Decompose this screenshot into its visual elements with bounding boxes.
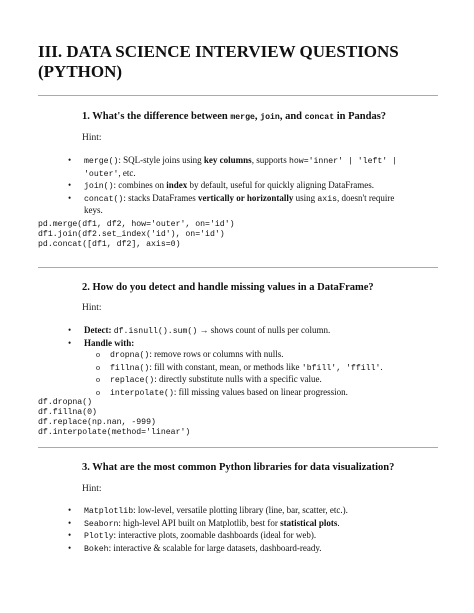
question-1-bullets (62, 155, 432, 217)
list-item: • join(): combines on index by default, useful for quickly aligning DataFrames. (68, 180, 374, 191)
question-3-title: 3. What are the most common Python libraries for data visualization? (82, 462, 395, 473)
bullet-disc-icon: • (68, 180, 72, 190)
question-1-title: 1. What's the difference between merge, join, and concat in Pandas? (82, 111, 387, 122)
divider-2 (38, 267, 438, 268)
list-item: • Plotly: interactive plots, zoomable dashboards (ideal for web). (68, 530, 317, 541)
bullet-disc-icon: • (68, 542, 72, 553)
list-item: • merge(): SQL-style joins using key columns, supports how='inner' | 'left' | 'outer', etc. (68, 155, 398, 179)
title-line-2: (PYTHON) (38, 62, 123, 81)
bullet-circle-icon: o (96, 350, 100, 359)
handle-sublist (84, 349, 432, 399)
bullet-disc-icon: • (68, 530, 72, 540)
bullet-disc-icon: • (68, 337, 72, 348)
page-title (38, 42, 438, 82)
list-item: • Bokeh: interactive & scalable for large datasets, dashboard-ready. (68, 542, 322, 554)
question-3-bullets (62, 505, 432, 555)
question-2-bullets (62, 325, 432, 399)
bullet-disc-icon: • (68, 155, 72, 165)
question-2-hint: Hint: (82, 303, 102, 313)
question-2-title: 2. How do you detect and handle missing values in a DataFrame? (82, 282, 374, 293)
list-item: • Matplotlib: low-level, versatile plotting library (line, bar, scatter, etc.). (68, 505, 348, 516)
title-line-1: III. DATA SCIENCE INTERVIEW QUESTIONS (38, 42, 399, 61)
list-item: o replace(): directly substitute nulls with a specific value. (96, 374, 322, 385)
list-item: • Handle with: o dropna(): remove rows or columns with nulls. o fillna(): fill with constant, mean, or methods like 'bfill', 'ffill'. o replace(): directly substitute nulls with a specific value. o interpolate(): fill missing values based on linear progression. (62, 338, 432, 400)
list-item: • Seaborn: high-level API built on Matplotlib, best for statistical plots. (68, 517, 340, 529)
list-item: o interpolate(): fill missing values based on linear progression. (96, 386, 348, 398)
bullet-disc-icon: • (68, 517, 72, 528)
list-item: o fillna(): fill with constant, mean, or methods like 'bfill', 'ffill'. (96, 361, 383, 373)
divider-3 (38, 447, 438, 448)
bullet-disc-icon: • (68, 325, 72, 335)
bullet-circle-icon: o (96, 387, 100, 397)
list-item: • Detect: df.isnull().sum() → shows count of nulls per column. (68, 325, 331, 336)
bullet-circle-icon: o (96, 375, 100, 384)
question-3-hint: Hint: (82, 484, 102, 494)
list-item: o dropna(): remove rows or columns with nulls. (96, 349, 284, 360)
divider-1 (38, 95, 438, 96)
bullet-disc-icon: • (68, 505, 72, 515)
question-1-hint: Hint: (82, 133, 102, 143)
list-item: • concat(): stacks DataFrames vertically or horizontally using axis, doesn't require keys. (68, 192, 395, 215)
bullet-disc-icon: • (68, 192, 72, 203)
bullet-circle-icon: o (96, 362, 100, 372)
question-2-code: df.dropna() df.fillna(0) df.replace(np.nan, -999) df.interpolate(method='linear') (38, 398, 191, 437)
question-1-code: pd.merge(df1, df2, how='outer', on='id') df1.join(df2.set_index('id'), on='id') pd.concat([df1, df2], axis=0) (38, 220, 235, 249)
